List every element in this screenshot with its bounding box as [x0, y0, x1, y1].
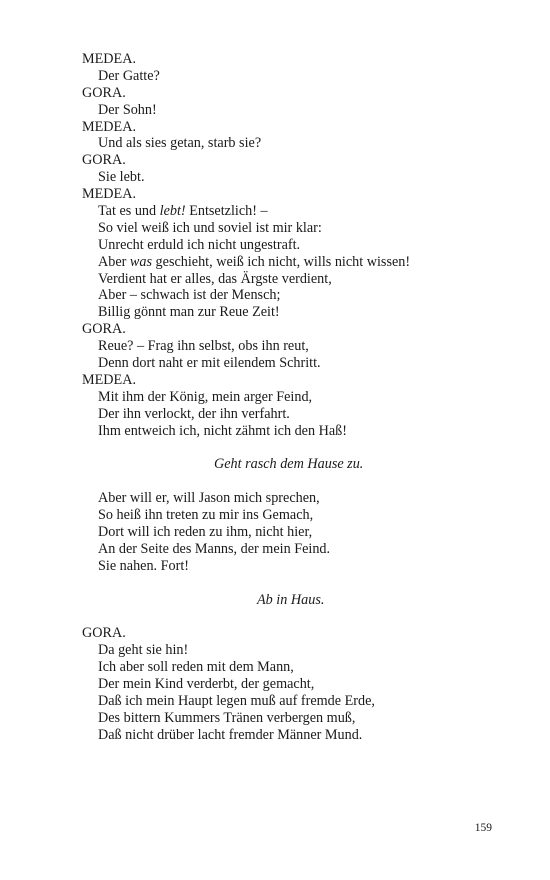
speaker-name: GORA. — [82, 625, 126, 642]
text-run: Tat es und — [98, 203, 160, 220]
verse-line: Aber – schwach ist der Mensch; — [98, 287, 281, 304]
page-number: 159 — [474, 822, 492, 834]
verse-line: Billig gönnt man zur Reue Zeit! — [98, 304, 280, 321]
verse-line: Ich aber soll reden mit dem Mann, — [98, 659, 294, 676]
speaker-name: MEDEA. — [82, 186, 136, 203]
verse-line: Unrecht erduld ich nicht ungestraft. — [98, 236, 301, 253]
verse-line: Und als sies getan, starb sie? — [98, 135, 262, 152]
speaker-name: MEDEA. — [82, 371, 136, 388]
speaker-name: GORA. — [82, 152, 126, 169]
blank-line — [82, 608, 512, 625]
speaker-name: MEDEA. — [82, 118, 136, 135]
verse-line: So viel weiß ich und soviel ist mir klar: — [98, 219, 322, 236]
stage-direction: Geht rasch dem Hause zu. — [214, 456, 364, 473]
speaker-name: GORA. — [82, 84, 126, 101]
blank-line — [82, 473, 512, 490]
verse-line — [98, 254, 512, 271]
verse-line: Dort will ich reden zu ihm, nicht hier, — [98, 523, 313, 540]
speaker-name: GORA. — [82, 321, 126, 338]
blank-line — [82, 439, 512, 456]
verse-line: Des bittern Kummers Tränen verbergen muß, — [98, 709, 356, 726]
verse-line: Der ihn verlockt, der ihn verfahrt. — [98, 405, 290, 422]
text-run: geschieht, weiß ich nicht, wills nicht wissen! — [152, 253, 411, 270]
verse-line: Der Gatte? — [98, 67, 160, 84]
verse-line: Verdient hat er alles, das Ärgste verdient, — [98, 270, 332, 287]
verse-line: Daß ich mein Haupt legen muß auf fremde Erde, — [98, 692, 375, 709]
verse-line: Mit ihm der König, mein arger Feind, — [98, 388, 313, 405]
blank-line — [82, 575, 512, 592]
verse-line: Sie lebt. — [98, 169, 145, 186]
verse-line: Ihm entweich ich, nicht zähmt ich den Haß! — [98, 422, 347, 439]
verse-line: Denn dort naht er mit eilendem Schritt. — [98, 355, 321, 372]
text-run: Aber — [98, 253, 130, 270]
stage-direction: Ab in Haus. — [257, 591, 325, 608]
verse-line: Der mein Kind verderbt, der gemacht, — [98, 675, 315, 692]
verse-line: Der Sohn! — [98, 101, 157, 118]
verse-line: Sie nahen. Fort! — [98, 557, 190, 574]
verse-line: An der Seite des Manns, der mein Feind. — [98, 540, 331, 557]
emphasis-text: lebt! — [159, 203, 186, 220]
play-text — [82, 51, 512, 744]
verse-line: So heiß ihn treten zu mir ins Gemach, — [98, 507, 314, 524]
verse-line: Daß nicht drüber lacht fremder Männer Mund. — [98, 726, 363, 743]
emphasis-text: was — [129, 253, 152, 270]
verse-line: Aber will er, will Jason mich sprechen, — [98, 490, 320, 507]
text-run: Entsetzlich! – — [185, 203, 268, 220]
speaker-name: MEDEA. — [82, 51, 136, 67]
verse-line — [98, 203, 512, 220]
verse-line: Da geht sie hin! — [98, 642, 189, 659]
verse-line: Reue? – Frag ihn selbst, obs ihn reut, — [98, 338, 309, 355]
